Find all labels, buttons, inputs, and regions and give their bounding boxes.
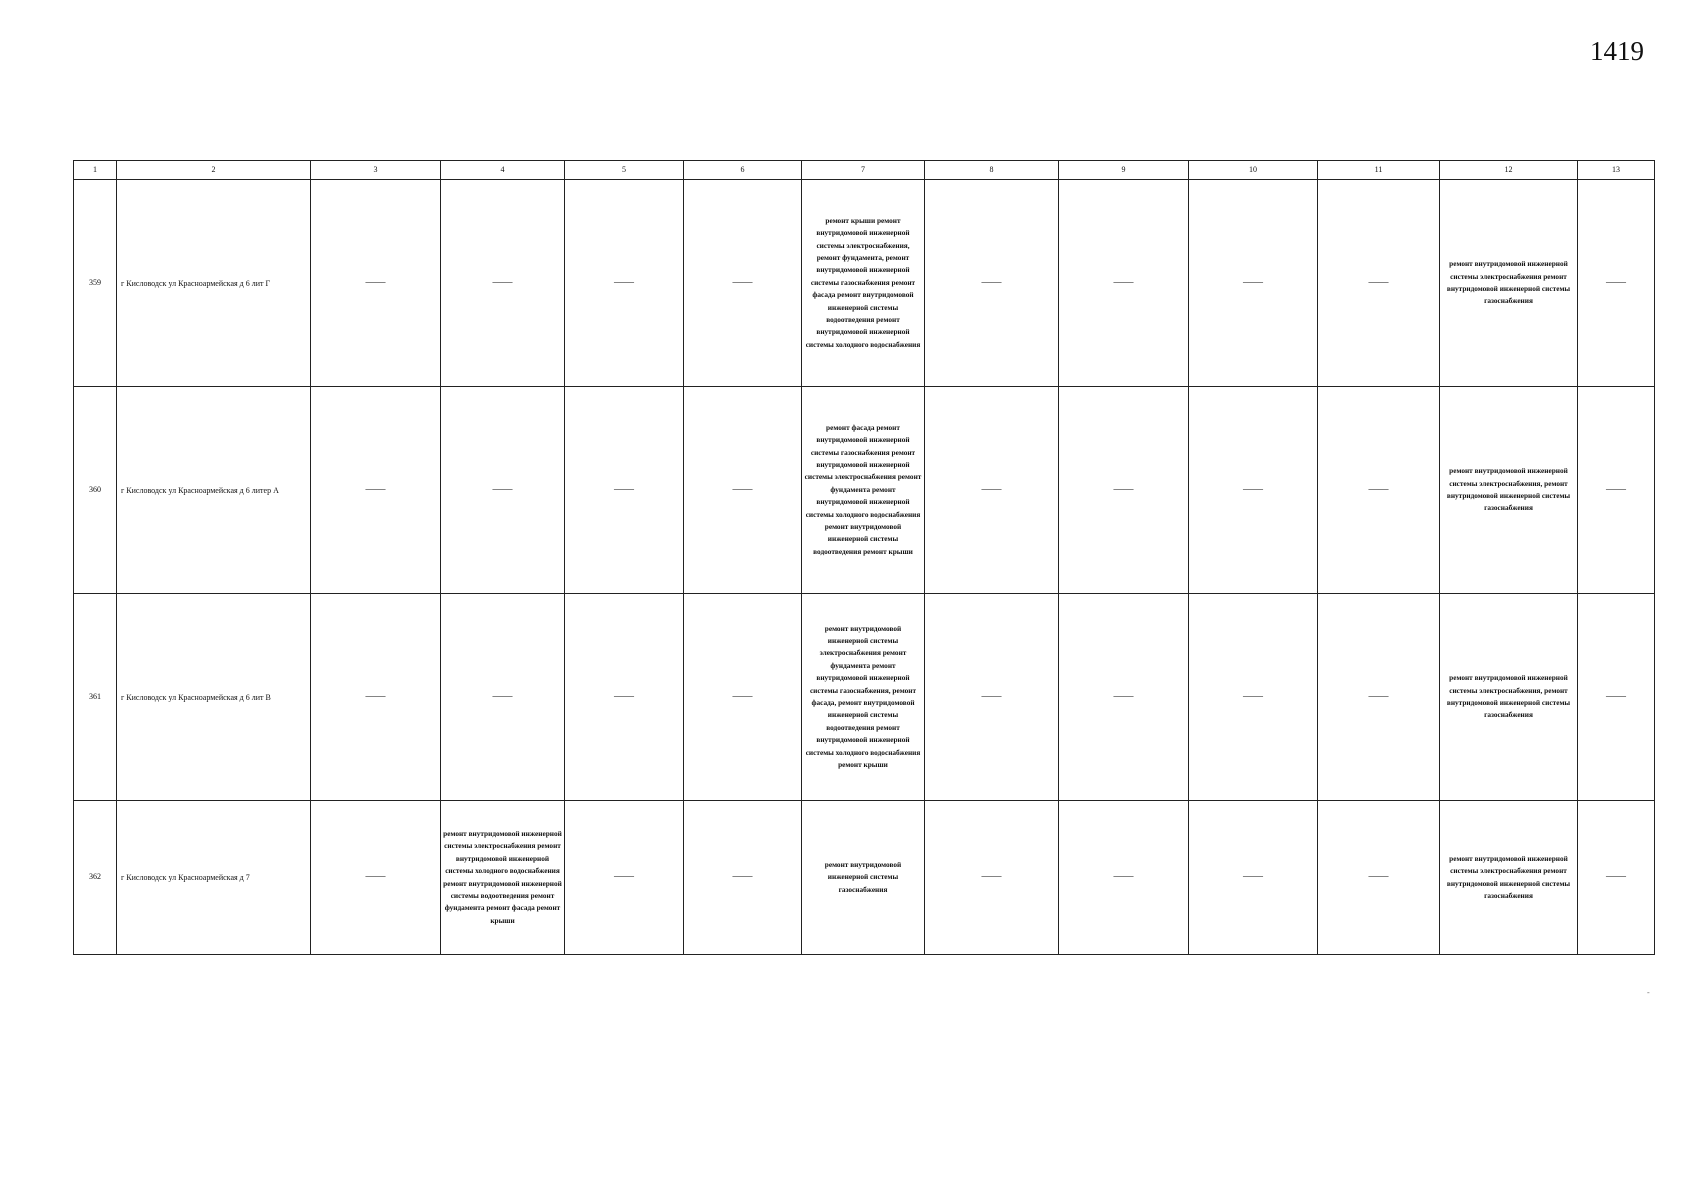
empty-dash-cell (565, 180, 684, 387)
dash-mark: —— (732, 276, 753, 288)
dash-mark: —— (1368, 871, 1389, 883)
address-cell: г Кисловодск ул Красноармейская д 6 литер А (117, 387, 311, 594)
dash-mark: —— (1606, 871, 1626, 883)
dash-mark: —— (1606, 483, 1626, 495)
empty-dash-cell (684, 387, 802, 594)
dash-mark: —— (1368, 483, 1389, 495)
empty-dash-cell (1059, 801, 1189, 955)
empty-dash-cell (925, 801, 1059, 955)
table-row (74, 801, 1655, 955)
empty-dash-cell (1189, 180, 1318, 387)
work-list-cell (802, 387, 925, 594)
column-header: 3 (311, 161, 441, 180)
dash-mark: —— (614, 871, 634, 883)
dash-mark: —— (732, 871, 753, 883)
dash-mark: —— (1113, 276, 1134, 288)
empty-dash-cell (565, 387, 684, 594)
scan-corner-mark: - (1647, 988, 1650, 997)
dash-mark: —— (492, 690, 513, 702)
dash-mark: —— (365, 483, 386, 495)
dash-mark: —— (492, 276, 513, 288)
dash-mark: —— (1113, 690, 1134, 702)
empty-dash-cell (1059, 180, 1189, 387)
empty-dash-cell (684, 594, 802, 801)
empty-dash-cell (1578, 801, 1655, 955)
column-header: 1 (74, 161, 117, 180)
dash-mark: —— (1113, 483, 1134, 495)
dash-mark: —— (492, 483, 513, 495)
column-header: 4 (441, 161, 565, 180)
dash-mark: —— (981, 871, 1002, 883)
dash-mark: —— (1243, 276, 1263, 288)
page-number: 1419 (1590, 36, 1644, 66)
work-list-cell (1440, 594, 1578, 801)
empty-dash-cell (1059, 387, 1189, 594)
dash-mark: —— (732, 690, 753, 702)
work-list-cell (802, 594, 925, 801)
empty-dash-cell (1578, 387, 1655, 594)
dash-mark: —— (365, 871, 386, 883)
empty-dash-cell (565, 594, 684, 801)
empty-dash-cell (1318, 387, 1440, 594)
empty-dash-cell (441, 594, 565, 801)
empty-dash-cell (684, 180, 802, 387)
work-list-text: ремонт внутридомовой инженерной системы электроснабжения ремонт внутридомовой инженерной системы газоснабжения (1446, 853, 1571, 900)
empty-dash-cell (925, 387, 1059, 594)
empty-dash-cell (925, 180, 1059, 387)
repair-register-table (73, 160, 1655, 955)
address-cell: г Кисловодск ул Красноармейская д 7 (117, 801, 311, 955)
column-header: 6 (684, 161, 802, 180)
dash-mark: —— (365, 690, 386, 702)
work-list-text: ремонт внутридомовой инженерной системы электроснабжения, ремонт внутридомовой инженерной системы газоснабжения (1446, 673, 1571, 720)
empty-dash-cell (1318, 801, 1440, 955)
column-header: 2 (117, 161, 311, 180)
empty-dash-cell (1189, 387, 1318, 594)
empty-dash-cell (311, 594, 441, 801)
empty-dash-cell (311, 180, 441, 387)
row-number: 362 (74, 801, 117, 955)
empty-dash-cell (1578, 594, 1655, 801)
empty-dash-cell (1059, 594, 1189, 801)
dash-mark: —— (614, 690, 634, 702)
address-cell: г Кисловодск ул Красноармейская д 6 лит В (117, 594, 311, 801)
empty-dash-cell (684, 801, 802, 955)
work-list-cell (441, 801, 565, 955)
row-number: 361 (74, 594, 117, 801)
address-cell: г Кисловодск ул Красноармейская д 6 лит Г (117, 180, 311, 387)
work-list-cell (1440, 387, 1578, 594)
dash-mark: —— (1606, 690, 1626, 702)
work-list-text: ремонт внутридомовой инженерной системы электроснабжения ремонт внутридомовой инженерной системы газоснабжения (1446, 259, 1571, 306)
work-list-cell (1440, 180, 1578, 387)
empty-dash-cell (441, 180, 565, 387)
work-list-text: ремонт фасада ремонт внутридомовой инженерной системы газоснабжения ремонт внутридомовой инженерной системы электроснабжения ремонт фундамента ремонт внутридомовой инженерной системы холодного водоснабжения ремонт внутридомовой инженерной системы водоотведения ремонт крыши (804, 422, 922, 556)
dash-mark: —— (1368, 276, 1389, 288)
dash-mark: —— (1606, 276, 1626, 288)
work-list-text: ремонт внутридомовой инженерной системы газоснабжения (824, 859, 902, 894)
table-row (74, 387, 1655, 594)
work-list-text: ремонт внутридомовой инженерной системы электроснабжения, ремонт внутридомовой инженерной системы газоснабжения (1446, 466, 1571, 513)
dash-mark: —— (614, 483, 634, 495)
column-header: 5 (565, 161, 684, 180)
column-header: 9 (1059, 161, 1189, 180)
work-list-cell (802, 801, 925, 955)
column-header: 7 (802, 161, 925, 180)
empty-dash-cell (311, 801, 441, 955)
empty-dash-cell (441, 387, 565, 594)
table-row (74, 180, 1655, 387)
dash-mark: —— (732, 483, 753, 495)
row-number: 360 (74, 387, 117, 594)
dash-mark: —— (981, 483, 1002, 495)
column-number-header-row (74, 161, 1655, 180)
dash-mark: —— (1243, 483, 1263, 495)
column-header: 11 (1318, 161, 1440, 180)
empty-dash-cell (311, 387, 441, 594)
empty-dash-cell (1578, 180, 1655, 387)
dash-mark: —— (1243, 690, 1263, 702)
dash-mark: —— (614, 276, 634, 288)
column-header: 10 (1189, 161, 1318, 180)
column-header: 8 (925, 161, 1059, 180)
work-list-cell (802, 180, 925, 387)
work-list-text: ремонт крыши ремонт внутридомовой инженерной системы электроснабжения, ремонт фундамента, ремонт внутридомовой инженерной системы газоснабжения ремонт фасада ремонт внутридомовой инженерной системы водоотведения ремонт внутридомовой инженерной системы холодного водоснабжения (805, 215, 921, 349)
dash-mark: —— (1368, 690, 1389, 702)
empty-dash-cell (565, 801, 684, 955)
dash-mark: —— (365, 276, 386, 288)
work-list-text: ремонт внутридомовой инженерной системы электроснабжения ремонт фундамента ремонт внутридомовой инженерной системы газоснабжения, ремонт фасада, ремонт внутридомовой инженерной системы водоотведения ремонт внутридомовой инженерной системы холодного водоснабжения ремонт крыши (805, 623, 921, 770)
column-header: 12 (1440, 161, 1578, 180)
empty-dash-cell (925, 594, 1059, 801)
empty-dash-cell (1318, 594, 1440, 801)
empty-dash-cell (1189, 594, 1318, 801)
row-number: 359 (74, 180, 117, 387)
empty-dash-cell (1318, 180, 1440, 387)
table-row (74, 594, 1655, 801)
work-list-cell (1440, 801, 1578, 955)
dash-mark: —— (1113, 871, 1134, 883)
work-list-text: ремонт внутридомовой инженерной системы электроснабжения ремонт внутридомовой инженерной системы холодного водоснабжения ремонт внутридомовой инженерной системы водоотведения ремонт фундамента ремонт фасада ремонт крыши (443, 828, 562, 925)
dash-mark: —— (981, 690, 1002, 702)
column-header: 13 (1578, 161, 1655, 180)
dash-mark: —— (1243, 871, 1263, 883)
dash-mark: —— (981, 276, 1002, 288)
empty-dash-cell (1189, 801, 1318, 955)
